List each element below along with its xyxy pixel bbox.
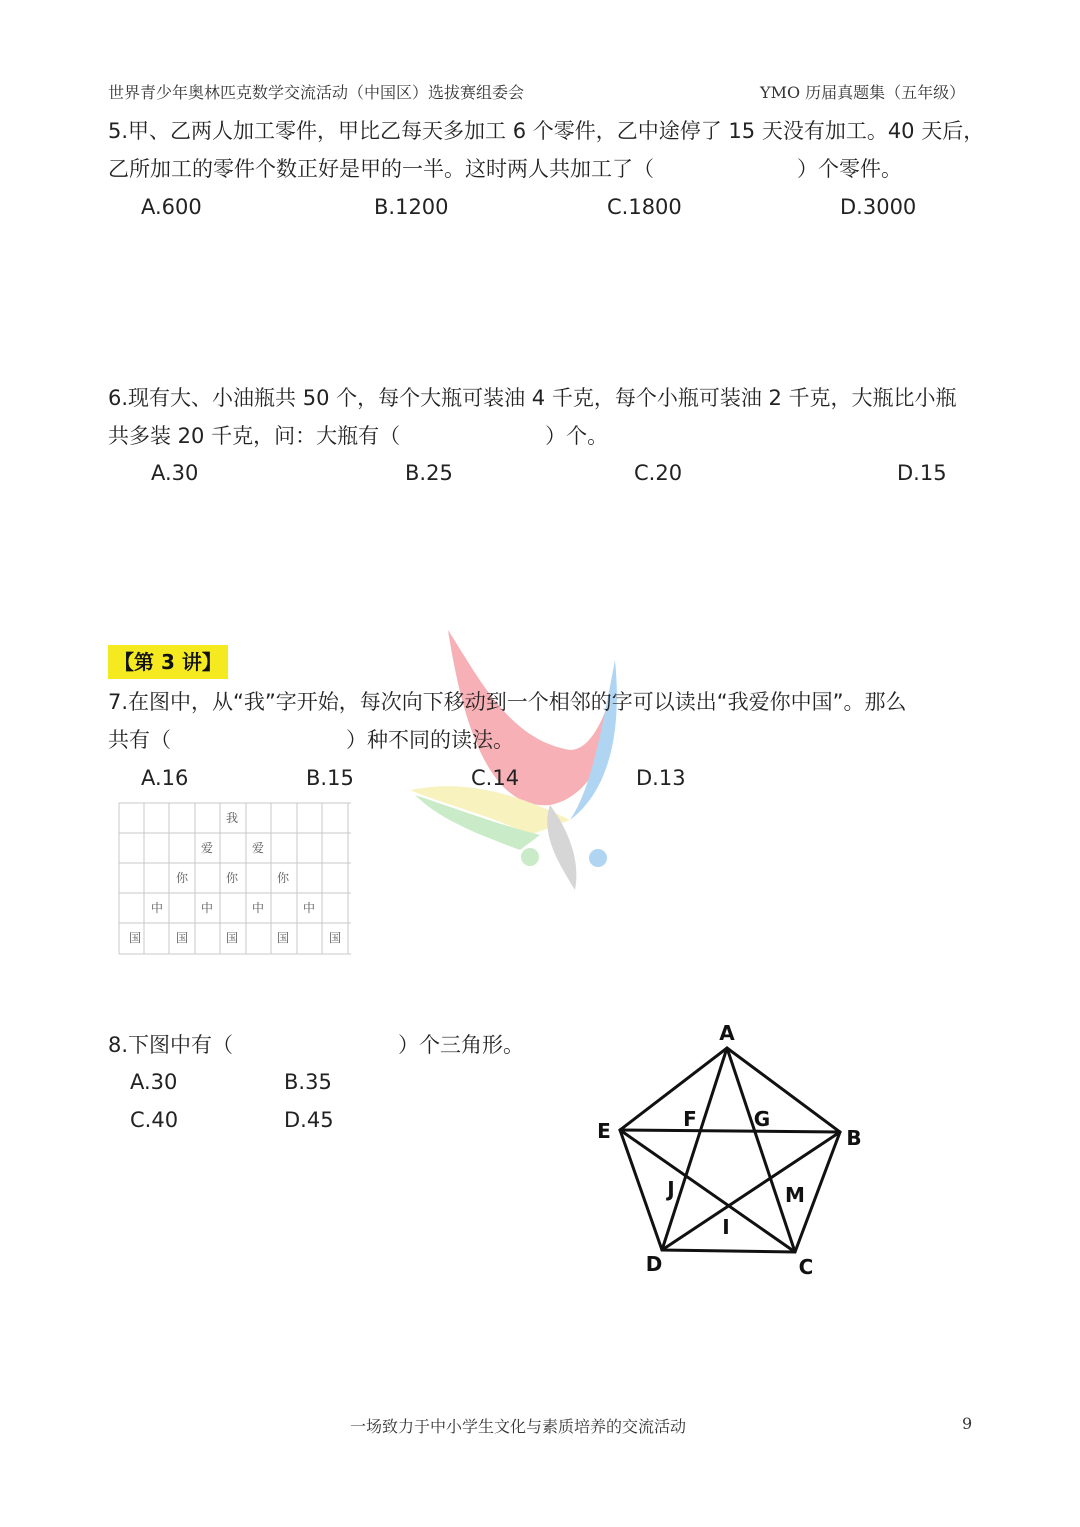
q7-option-a: A.16 (141, 766, 189, 790)
grid-char-ai-1: 爱 (200, 841, 214, 855)
vertex-label-e: E (597, 1119, 611, 1143)
q6-line2 (108, 417, 608, 455)
q5-option-d: D.3000 (840, 195, 917, 219)
header-left: 世界青少年奥林匹克数学交流活动（中国区）选拔赛组委会 (108, 83, 525, 102)
q5-line2-end: ）个零件。 (797, 157, 902, 181)
q7-line2-start: 共有（ (108, 728, 171, 752)
q5-line2-start: 乙所加工的零件个数正好是甲的一半。这时两人共加工了（ (108, 157, 654, 181)
q6-line2-end: ）个。 (545, 424, 609, 448)
point-label-j: J (667, 1177, 675, 1201)
q7-line2-end: ）种不同的读法。 (346, 728, 514, 752)
pentagon-outline (620, 1048, 840, 1252)
q5-line1: 5.甲、乙两人加工零件，甲比乙每天多加工 6 个零件，乙中途停了 15 天没有加工。40 天后， (108, 119, 985, 143)
point-label-m: M (785, 1183, 805, 1207)
grid-char-ni-2: 你 (225, 871, 239, 885)
q5-option-c: C.1800 (607, 195, 682, 219)
grid-char-ni-1: 你 (175, 871, 189, 885)
grid-char-guo-3: 国 (225, 931, 239, 945)
grid-char-wo: 我 (225, 811, 239, 825)
q8-option-d: D.45 (284, 1108, 334, 1132)
q7-option-b: B.15 (306, 766, 354, 790)
q6-option-b: B.25 (405, 461, 453, 485)
page-number: 9 (962, 1414, 973, 1433)
q6-option-d: D.15 (897, 461, 947, 485)
line-EB (620, 1130, 840, 1132)
grid-char-guo-2: 国 (175, 931, 189, 945)
q8-option-c: C.40 (130, 1108, 179, 1132)
line-BD (662, 1132, 840, 1250)
vertex-label-c: C (798, 1255, 814, 1279)
grid-char-zhong-4: 中 (302, 901, 316, 915)
q7-line2 (108, 721, 514, 759)
q6-option-c: C.20 (634, 461, 683, 485)
lecture-tag: 【第 3 讲】 (108, 645, 228, 679)
point-label-i: I (722, 1215, 730, 1239)
grid-char-zhong-3: 中 (251, 901, 265, 915)
grid-char-guo-1: 国 (128, 931, 142, 945)
q7-line1: 7.在图中，从“我”字开始，每次向下移动到一个相邻的字可以读出“我爱你中国”。那么 (108, 690, 907, 714)
line-AC (727, 1048, 795, 1252)
q8-line1 (108, 1026, 524, 1064)
grid-char-zhong-1: 中 (150, 901, 164, 915)
watermark-dot-left (521, 848, 539, 866)
q7-option-c: C.14 (471, 766, 520, 790)
q6-line1: 6.现有大、小油瓶共 50 个，每个大瓶可装油 4 千克，每个小瓶可装油 2 千克，大瓶比小瓶 (108, 386, 957, 410)
character-grid-figure (118, 802, 352, 956)
vertex-label-d: D (645, 1252, 663, 1276)
q8-option-a: A.30 (130, 1070, 178, 1094)
watermark-dot-right (589, 849, 607, 867)
q8-option-b: B.35 (284, 1070, 332, 1094)
point-label-f: F (683, 1107, 697, 1131)
watermark-logo (400, 620, 660, 900)
grid-char-ai-2: 爱 (251, 841, 265, 855)
line-AD (662, 1048, 730, 1250)
q7-option-d: D.13 (636, 766, 686, 790)
grid-char-guo-5: 国 (328, 931, 342, 945)
grid-char-zhong-2: 中 (200, 901, 214, 915)
q5-option-b: B.1200 (374, 195, 449, 219)
q6-line2-start: 共多装 20 千克，问：大瓶有（ (108, 424, 401, 448)
q6-option-a: A.30 (151, 461, 199, 485)
footer-text: 一场致力于中小学生文化与素质培养的交流活动 (350, 1417, 687, 1436)
vertex-label-a: A (719, 1021, 735, 1045)
line-EC (620, 1130, 795, 1252)
q8-line1-start: 8.下图中有（ (108, 1033, 234, 1057)
header-right: YMO 历届真题集（五年级） (760, 83, 966, 102)
point-label-g: G (753, 1107, 771, 1131)
q8-line1-end: ）个三角形。 (398, 1033, 525, 1057)
grid-char-ni-3: 你 (276, 871, 290, 885)
q5-option-a: A.600 (141, 195, 202, 219)
pentagon-star-figure (590, 1020, 880, 1285)
vertex-label-b: B (846, 1126, 862, 1150)
q5-line2 (108, 150, 902, 188)
grid-char-guo-4: 国 (276, 931, 290, 945)
